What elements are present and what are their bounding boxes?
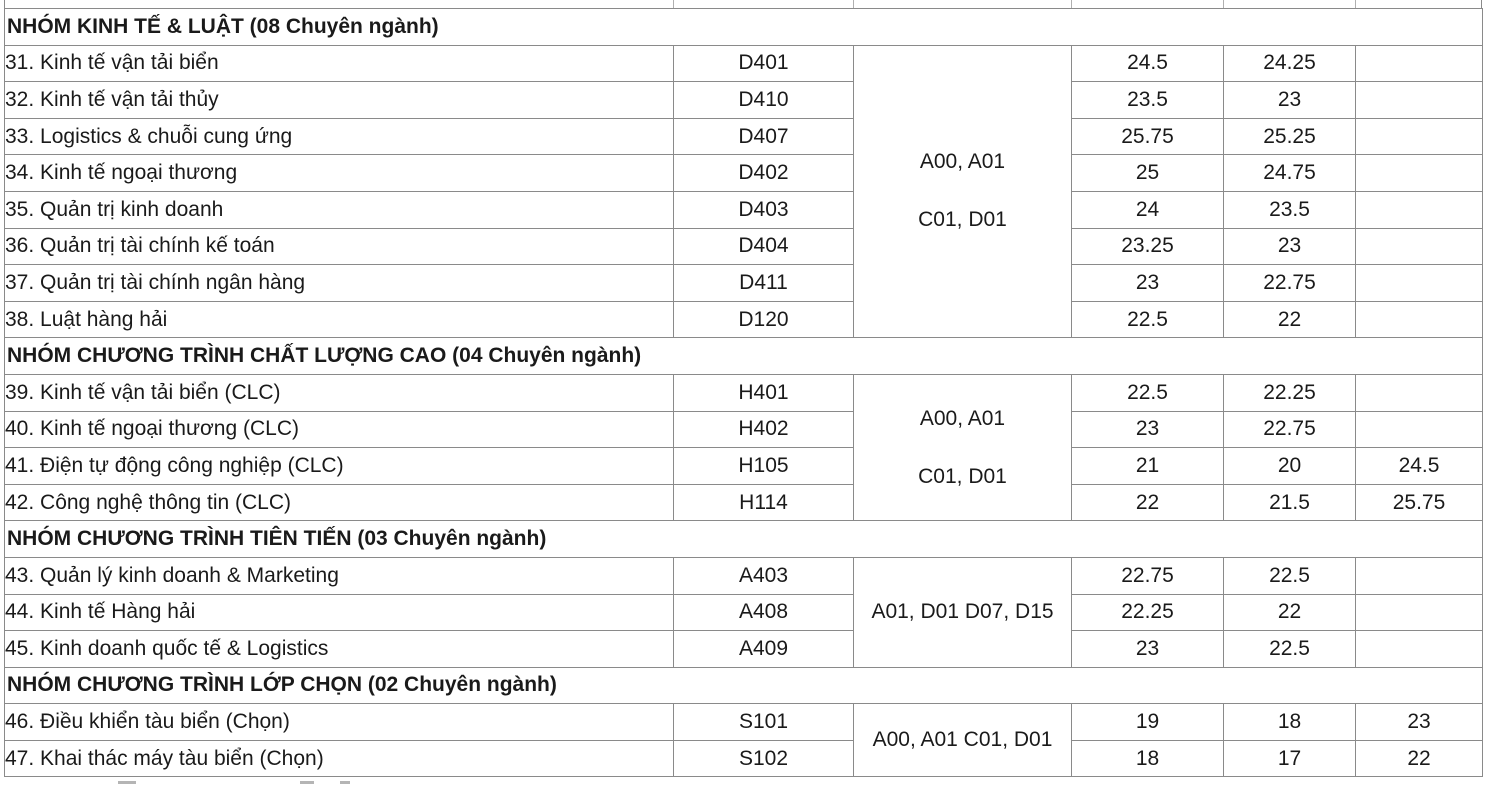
score-col-3: 23 — [1356, 704, 1483, 741]
score-col-1: 22.75 — [1072, 557, 1224, 594]
major-name: 36. Quản trị tài chính kế toán — [5, 228, 674, 265]
score-col-1: 23 — [1072, 265, 1224, 302]
score-col-1: 22.25 — [1072, 594, 1224, 631]
major-code: A403 — [674, 557, 854, 594]
major-name: 41. Điện tự động công nghiệp (CLC) — [5, 448, 674, 485]
major-name: 33. Logistics & chuỗi cung ứng — [5, 118, 674, 155]
score-col-2: 22.5 — [1224, 631, 1356, 668]
major-row — [5, 631, 1483, 668]
group-title: NHÓM KINH TẾ & LUẬT (08 Chuyên ngành) — [5, 9, 1483, 46]
subject-combination: A00, A01 — [919, 406, 1006, 430]
score-col-2: 22 — [1224, 301, 1356, 338]
major-row — [5, 301, 1483, 338]
cropped-next-line — [0, 781, 1491, 786]
major-code: S101 — [674, 704, 854, 741]
score-col-1: 25.75 — [1072, 118, 1224, 155]
major-code: A408 — [674, 594, 854, 631]
major-name: 39. Kinh tế vận tải biển (CLC) — [5, 374, 674, 411]
score-col-2: 23 — [1224, 82, 1356, 119]
major-code: D411 — [674, 265, 854, 302]
score-col-2: 22.75 — [1224, 265, 1356, 302]
major-name: 31. Kinh tế vận tải biển — [5, 45, 674, 82]
major-name: 47. Khai thác máy tàu biển (Chọn) — [5, 740, 674, 777]
major-row — [5, 484, 1483, 521]
major-name: 43. Quản lý kinh doanh & Marketing — [5, 557, 674, 594]
major-row — [5, 191, 1483, 228]
major-row — [5, 740, 1483, 777]
major-name: 34. Kinh tế ngoại thương — [5, 155, 674, 192]
major-code: D403 — [674, 191, 854, 228]
major-code: D401 — [674, 45, 854, 82]
major-row — [5, 594, 1483, 631]
major-row — [5, 82, 1483, 119]
major-code: H114 — [674, 484, 854, 521]
score-col-3 — [1356, 191, 1483, 228]
major-row — [5, 118, 1483, 155]
subject-combination: A01, D01 D07, D15 — [871, 600, 1054, 624]
major-code: D120 — [674, 301, 854, 338]
score-col-1: 21 — [1072, 448, 1224, 485]
score-col-1: 18 — [1072, 740, 1224, 777]
major-code: S102 — [674, 740, 854, 777]
score-col-3: 24.5 — [1356, 448, 1483, 485]
score-col-3 — [1356, 45, 1483, 82]
score-col-2: 22.5 — [1224, 557, 1356, 594]
score-col-2: 22.75 — [1224, 411, 1356, 448]
major-code: D404 — [674, 228, 854, 265]
score-col-1: 23 — [1072, 631, 1224, 668]
major-row — [5, 374, 1483, 411]
table-top-edge — [4, 0, 1482, 8]
major-name: 38. Luật hàng hải — [5, 301, 674, 338]
score-col-1: 22.5 — [1072, 301, 1224, 338]
score-col-1: 22.5 — [1072, 374, 1224, 411]
score-col-3 — [1356, 301, 1483, 338]
score-col-3: 25.75 — [1356, 484, 1483, 521]
score-col-3 — [1356, 411, 1483, 448]
subject-combination-cell — [854, 45, 1072, 338]
major-name: 45. Kinh doanh quốc tế & Logistics — [5, 631, 674, 668]
subject-combination: A00, A01 C01, D01 — [872, 728, 1053, 752]
major-code: H401 — [674, 374, 854, 411]
group-header-row — [5, 338, 1483, 375]
major-code: D402 — [674, 155, 854, 192]
score-col-3 — [1356, 155, 1483, 192]
major-name: 40. Kinh tế ngoại thương (CLC) — [5, 411, 674, 448]
score-col-2: 22.25 — [1224, 374, 1356, 411]
major-code: D410 — [674, 82, 854, 119]
major-row — [5, 265, 1483, 302]
major-name: 46. Điều khiển tàu biển (Chọn) — [5, 704, 674, 741]
score-col-3 — [1356, 265, 1483, 302]
major-name: 37. Quản trị tài chính ngân hàng — [5, 265, 674, 302]
group-header-row — [5, 521, 1483, 558]
score-col-3 — [1356, 631, 1483, 668]
group-title: NHÓM CHƯƠNG TRÌNH TIÊN TIẾN (03 Chuyên ngành) — [5, 521, 1483, 558]
score-col-2: 23 — [1224, 228, 1356, 265]
score-col-3 — [1356, 374, 1483, 411]
score-col-2: 22 — [1224, 594, 1356, 631]
score-col-1: 22 — [1072, 484, 1224, 521]
subject-combination: C01, D01 — [918, 464, 1007, 488]
admission-scores-table — [4, 8, 1483, 777]
major-code: H105 — [674, 448, 854, 485]
score-col-3: 22 — [1356, 740, 1483, 777]
subject-combination: A00, A01 — [919, 150, 1006, 174]
score-col-3 — [1356, 228, 1483, 265]
major-row — [5, 557, 1483, 594]
score-col-2: 21.5 — [1224, 484, 1356, 521]
score-col-2: 17 — [1224, 740, 1356, 777]
score-col-2: 24.25 — [1224, 45, 1356, 82]
score-col-3 — [1356, 118, 1483, 155]
major-row — [5, 228, 1483, 265]
score-col-2: 25.25 — [1224, 118, 1356, 155]
score-col-2: 20 — [1224, 448, 1356, 485]
major-row — [5, 448, 1483, 485]
group-title: NHÓM CHƯƠNG TRÌNH LỚP CHỌN (02 Chuyên ngành) — [5, 667, 1483, 704]
group-title: NHÓM CHƯƠNG TRÌNH CHẤT LƯỢNG CAO (04 Chuyên ngành) — [5, 338, 1483, 375]
score-col-1: 23.25 — [1072, 228, 1224, 265]
major-code: A409 — [674, 631, 854, 668]
score-col-2: 23.5 — [1224, 191, 1356, 228]
subject-combination-cell — [854, 704, 1072, 777]
group-header-row — [5, 667, 1483, 704]
score-col-3 — [1356, 82, 1483, 119]
major-name: 44. Kinh tế Hàng hải — [5, 594, 674, 631]
table-body — [5, 9, 1483, 777]
score-col-1: 24 — [1072, 191, 1224, 228]
major-name: 32. Kinh tế vận tải thủy — [5, 82, 674, 119]
major-code: D407 — [674, 118, 854, 155]
group-header-row — [5, 9, 1483, 46]
score-col-2: 18 — [1224, 704, 1356, 741]
major-name: 35. Quản trị kinh doanh — [5, 191, 674, 228]
subject-combination-cell — [854, 374, 1072, 520]
score-col-1: 23 — [1072, 411, 1224, 448]
score-col-2: 24.75 — [1224, 155, 1356, 192]
score-col-1: 24.5 — [1072, 45, 1224, 82]
major-name: 42. Công nghệ thông tin (CLC) — [5, 484, 674, 521]
subject-combination-cell — [854, 557, 1072, 667]
major-row — [5, 411, 1483, 448]
score-col-1: 19 — [1072, 704, 1224, 741]
major-row — [5, 155, 1483, 192]
subject-combination: C01, D01 — [918, 208, 1007, 232]
score-col-1: 23.5 — [1072, 82, 1224, 119]
major-row — [5, 704, 1483, 741]
score-col-3 — [1356, 594, 1483, 631]
score-col-3 — [1356, 557, 1483, 594]
major-row — [5, 45, 1483, 82]
admission-scores-table-container — [4, 8, 1483, 777]
score-col-1: 25 — [1072, 155, 1224, 192]
major-code: H402 — [674, 411, 854, 448]
